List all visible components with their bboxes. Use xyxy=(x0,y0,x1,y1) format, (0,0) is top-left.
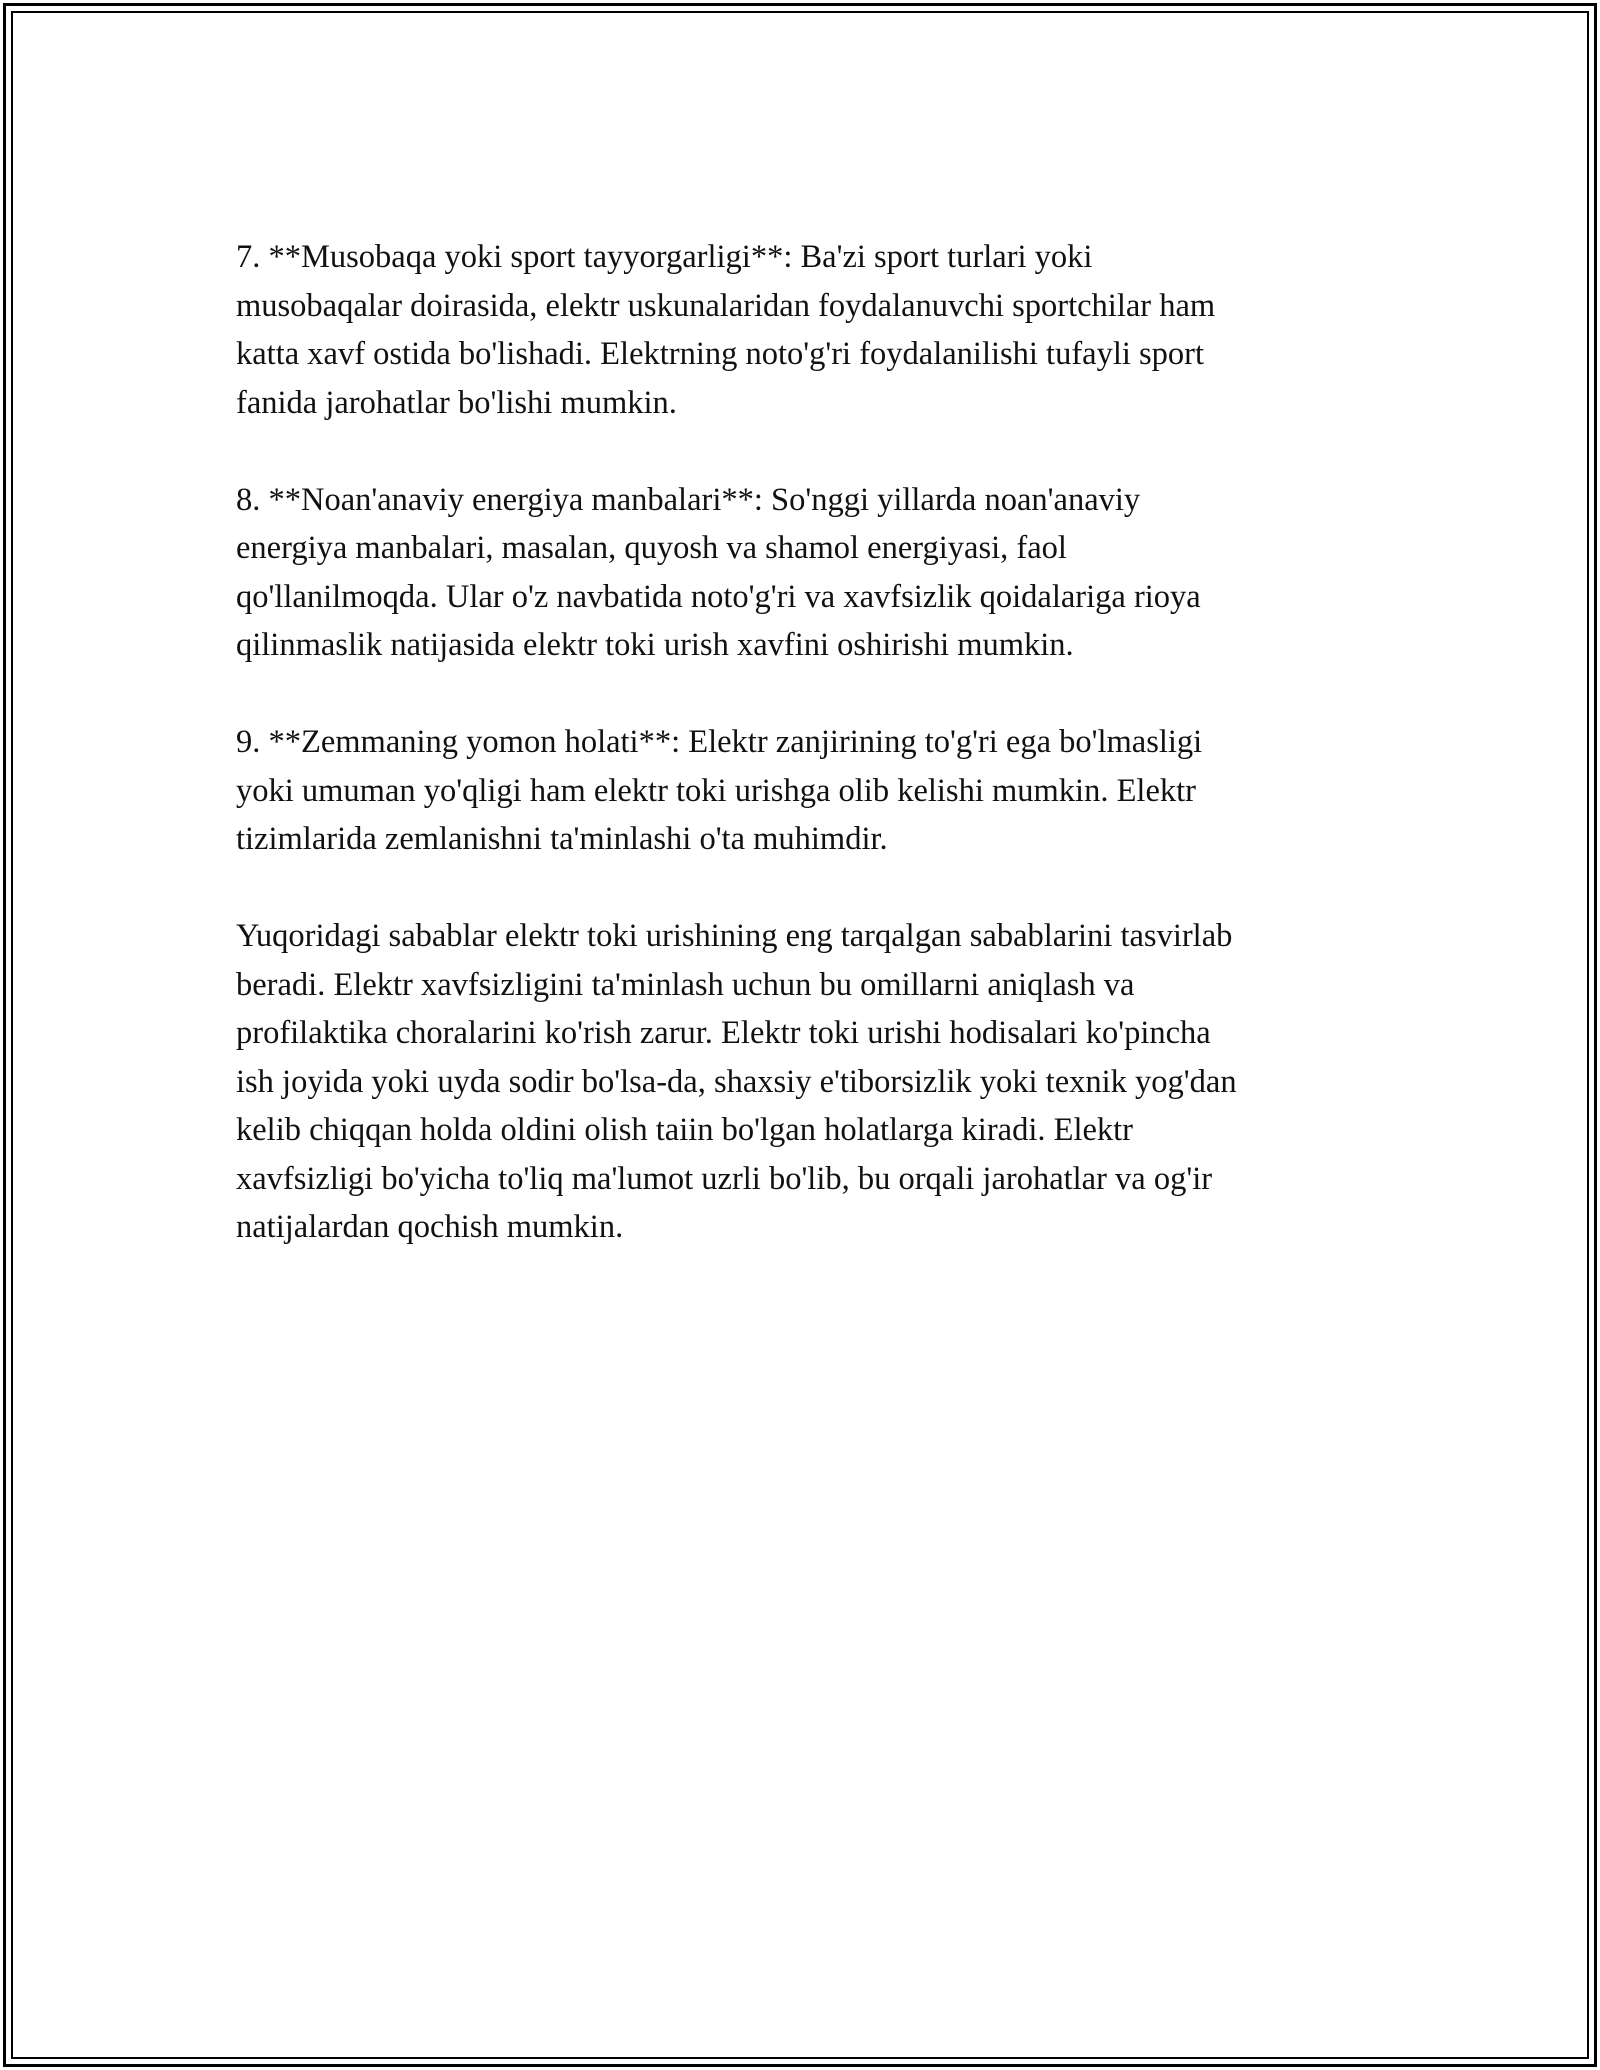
document-body xyxy=(236,233,1376,1300)
paragraph-item-8: 8. **Noan'anaviy energiya manbalari**: So'nggi yillarda noan'anaviy energiya manbalari, masalan, quyosh va shamol energiyasi, faol qo'llanilmoqda. Ular o'z navbatida noto'g'ri va xavfsizlik qoidalariga rioya qilinmaslik natijasida elektr toki urish xavfini oshirishi mumkin. xyxy=(236,481,1201,663)
paragraph-item-9: 9. **Zemmaning yomon holati**: Elektr zanjirining to'g'ri ega bo'lmasligi yoki umuman yo'qligi ham elektr toki urishga olib kelishi mumkin. Elektr tizimlarida zemlanishni ta'minlashi o'ta muhimdir. xyxy=(236,724,1203,857)
paragraph-item-7: 7. **Musobaqa yoki sport tayyorgarligi**: Ba'zi sport turlari yoki musobaqalar doirasida, elektr uskunalaridan foydalanuvchi sportchilar ham katta xavf ostida bo'lishadi. Elektrning noto'g'ri foydalanilishi tufayli sport fanida jarohatlar bo'lishi mumkin. xyxy=(236,239,1216,421)
paragraph-conclusion: Yuqoridagi sabablar elektr toki urishining eng tarqalgan sabablarini tasvirlab beradi. Elektr xavfsizligini ta'minlash uchun bu omillarni aniqlash va profilaktika choralarini ko'rish zarur. Elektr toki urishi hodisalari ko'pincha ish joyida yoki uyda sodir bo'lsa-da, shaxsiy e'tiborsizlik yoki texnik yog'dan kelib chiqqan holda oldini olish taiin bo'lgan holatlarga kiradi. Elektr xavfsizligi bo'yicha to'liq ma'lumot uzrli bo'lib, bu orqali jarohatlar va og'ir natijalardan qochish mumkin. xyxy=(236,918,1237,1245)
